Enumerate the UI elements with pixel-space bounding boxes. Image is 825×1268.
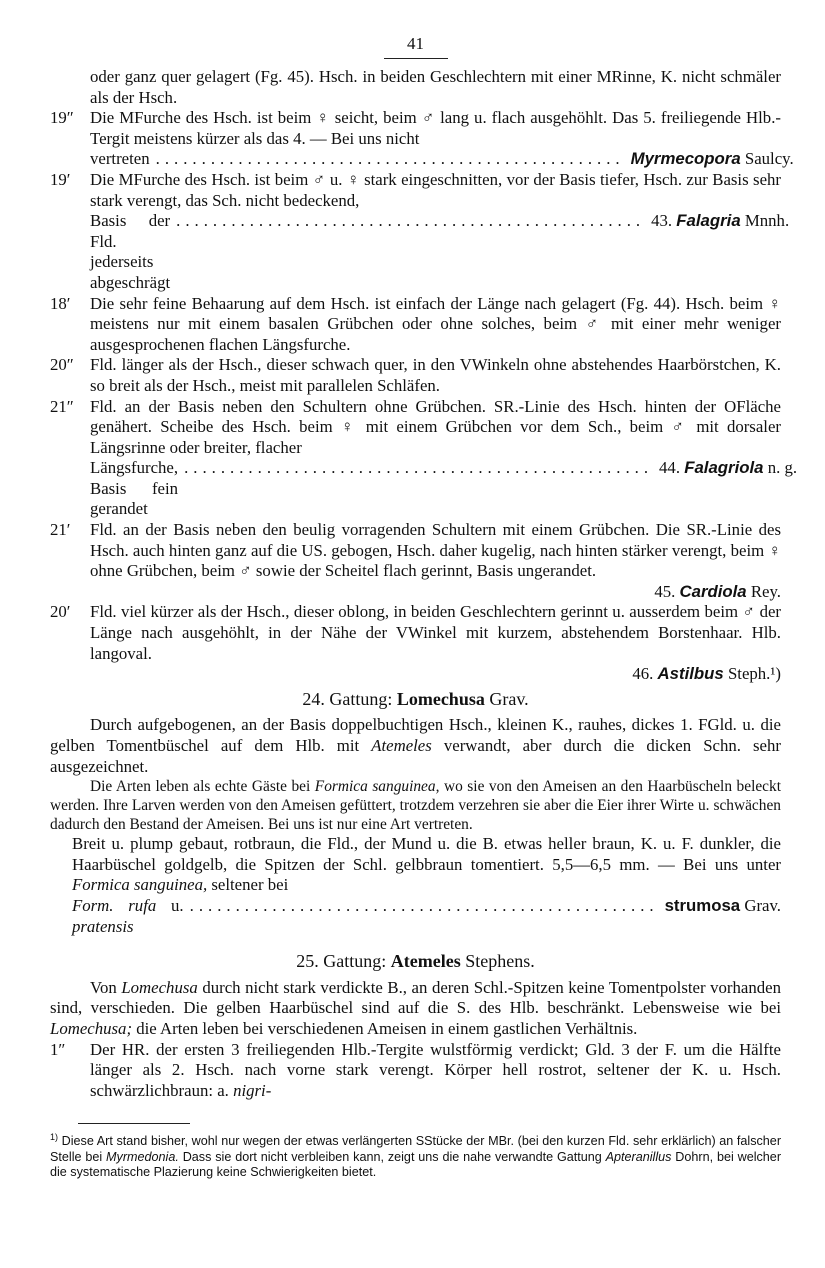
species-description [50,834,781,937]
taxon-result [659,458,797,479]
entry-result-line [90,664,781,685]
genus-number: 44. [659,458,681,478]
heading-prefix: 25. Gattung: [296,951,387,972]
text-run: durch nicht stark verdickte B., an deren Schl.-Spitzen keine Tomentpolster vorhanden sind, verschieden. Die gelben Haarbüschel sind auf die S. des Hlb. beschränkt. Lebensweise wie bei [50,977,781,1018]
species-author: Grav. [744,895,781,915]
genus-description [50,978,781,1040]
heading-author: Stephens. [465,951,535,972]
text-run: wo sie von den Ameisen an den Haarbüscheln beleckt werden. Ihre Larven werden von den Ameisen gefüttert, trotzdem verzehren sie aber die Eier ihrer Wirte u. schwächen dadurch den Bestand der Ameisen. Bei uns ist nur eine Art vertreten. [50,778,781,834]
text-run: Dass sie dort nicht verbleiben kann, zeigt uns die nahe verwandte Gattung [182,1149,602,1164]
italic-run: Form. rufa [72,895,157,915]
genus-author: n. g. [767,458,798,478]
text-run: Breit u. plump gebaut, rotbraun, die Fld., der Mund u. die B. etwas heller braun, K. u. F. dunkler, die Haarbüschel goldgelb, die Spitzen der Schl. gelbbraun tomentiert. 5,5—6,5 mm. — Bei uns unter [72,834,781,874]
page-number: 41 [407,34,424,53]
key-entry-18b [50,294,781,356]
genus-author: Saulcy. [744,149,794,169]
genus-author: Mnnh. [744,211,790,231]
key-entry-continuation [50,67,781,108]
footnote [50,1130,781,1180]
italic-run: pratensis [72,916,134,936]
key-entry-21b [50,520,781,602]
entry-number: 21″ [50,396,74,416]
italic-run: nigri- [233,1080,272,1100]
entry-number: 1″ [50,1039,66,1059]
heading-author: Grav. [489,688,529,709]
entry-number: 19″ [50,108,74,128]
footnote-marker: 1) [50,1132,59,1143]
italic-run: Apteranillus [605,1149,672,1164]
tail-text [72,896,184,937]
entry-tail-text: Längsfurche, Basis fein gerandet [90,458,179,519]
entry-text: Fld. an der Basis neben den Schultern ohne Grübchen. SR.-Linie des Hsch. hinten der OFläche genähert. Scheibe des Hsch. beim ♀ mit einem Grübchen vor dem Sch., beim ♂ mit dorsaler Längsrinne oder breiter, flacher [90,396,781,457]
genus-name: Falagria [676,211,741,231]
key-entry-19a [50,108,794,170]
footnote-rule [78,1123,190,1124]
genus-author: Steph.¹) [727,664,781,684]
key-entry-20a [50,355,781,396]
entry-text: Der HR. der ersten 3 freiliegenden Hlb.-Tergite wulstförmig verdickt; Gld. 3 der F. um die Hälfte länger als 2. Hsch. nach vorne stark verengt. Körper hell rostrot, seltener der K. u. Hsch. schwärzlichbraun: a. [90,1039,781,1100]
italic-run: Myrmedonia. [106,1149,179,1164]
text-run: u. [171,895,184,915]
italic-run: Lomechusa [121,977,198,997]
genus-author: Rey. [750,581,781,601]
italic-run: Formica sanguinea, [72,875,208,895]
leader-dots: ................................................... [155,149,625,169]
text-run: Von [90,977,117,997]
key-entry-19b [50,169,790,294]
entry-number: 21′ [50,520,71,540]
entry-text: Die MFurche des Hsch. ist beim ♀ seicht, beim ♂ lang u. flach ausgehöhlt. Das 5. freiliegende Hlb.-Tergit meistens kürzer als das 4. — Bei uns nicht [90,108,781,148]
entry-result-line [90,211,790,293]
text-run: seltener bei [211,875,289,895]
italic-run: Lomechusa; [50,1018,133,1038]
species-name: strumosa [664,895,741,915]
entry-tail-text: Basis der Fld. jederseits abgeschrägt [90,211,171,292]
entry-text: Die sehr feine Behaarung auf dem Hsch. ist einfach der Länge nach gelagert (Fg. 44). Hsch. beim ♀ meistens nur mit einem basalen Grübchen oder ohne solches, beim ♂ mit einer mehr weniger ausgesprochenen flachen Längsfurche. [90,293,781,354]
entry-tail-text: vertreten [90,149,150,169]
genus-number: 45. [654,581,676,601]
taxon-result [651,211,789,232]
species-result-line [72,896,781,937]
section-heading-atemeles [50,951,781,972]
heading-genus: Lomechusa [396,688,485,709]
genus-number: 46. [632,664,654,684]
entry-result-line [90,582,781,603]
key-entry-21a [50,396,798,521]
entry-result-line [90,458,798,520]
heading-genus: Atemeles [390,951,461,972]
key-entry-20b [50,602,781,684]
entry-number: 19′ [50,169,71,189]
leader-dots: ................................................... [189,895,659,915]
text-run: Durch aufgebogenen, an der Basis doppelbuchtigen Hsch., kleinen K., rauhes, dickes 1. FGld. u. die gelben Tomentbüschel auf dem Hlb. mit [50,715,781,755]
biology-note [50,777,781,834]
genus-name: Myrmecopora [630,149,741,169]
entry-text: Fld. an der Basis neben den beulig vorragenden Schultern mit einem Grübchen. Die SR.-Linie des Hsch. auch hinten ganz auf die US. gebogen, Hsch. daher kugelig, nach hinten stärker verengt, beim ♀ ohne Grübchen, beim ♂ sowie der Scheitel flach gerinnt, Basis ungerandet. [90,520,781,581]
heading-prefix: 24. Gattung: [302,688,393,709]
entry-text: Fld. viel kürzer als der Hsch., dieser oblong, in beiden Geschlechtern gerinnt u. ausserdem beim ♂ der Länge nach ausgehöhlt, in der Nähe der VWinkel mit kurzem, abstehendem Borstenhaar. Hlb. langoval. [90,602,781,663]
text-run: Diese Art stand bisher, wohl nur wegen der etwas verlängerten SStücke der MBr. (bei den kurzen Fld. sehr erklärlich) an falscher Stelle bei [50,1134,782,1164]
italic-run: Formica sanguinea, [314,778,440,796]
genus-description [50,715,781,777]
text-run: verwandt, aber durch die dicken Schn. sehr ausgezeichnet. [50,736,781,776]
entry-number: 20′ [50,602,71,622]
text-run: Die Arten leben als echte Gäste bei [90,778,311,796]
entry-text: Fld. länger als der Hsch., dieser schwach quer, in den VWinkeln ohne abstehendes Haarbörstchen, K. so breit als der Hsch., meist mit parallelen Schläfen. [90,355,781,395]
text-run: Dohrn, bei welcher die systematische Plazierung keine Schwierigkeiten bietet. [50,1149,782,1180]
key-entry-1a [50,1040,781,1102]
top-rule [384,58,448,59]
genus-name: Falagriola [684,458,764,478]
species-result [665,896,781,917]
leader-dots: ................................................... [176,211,646,231]
text-run: die Arten leben bei verschiedenen Ameisen in einem gastlichen Verhältnis. [136,1018,638,1038]
entry-text: oder ganz quer gelagert (Fg. 45). Hsch. in beiden Geschlechtern mit einer MRinne, K. nicht schmäler als der Hsch. [90,67,781,107]
entry-number: 18′ [50,293,71,313]
section-heading-lomechusa [50,689,781,710]
leader-dots: ................................................... [184,458,654,478]
genus-number: 43. [651,211,673,231]
genus-name: Cardiola [679,581,747,601]
genus-name: Astilbus [657,664,724,684]
entry-number: 20″ [50,355,74,375]
italic-run: Atemeles [371,736,432,755]
taxon-result [631,149,794,170]
entry-result-line [90,149,794,170]
entry-text: Die MFurche des Hsch. ist beim ♂ u. ♀ stark eingeschnitten, vor der Basis tiefer, Hsch. zur Basis sehr stark verengt, das Sch. nicht bedeckend, [90,169,781,210]
